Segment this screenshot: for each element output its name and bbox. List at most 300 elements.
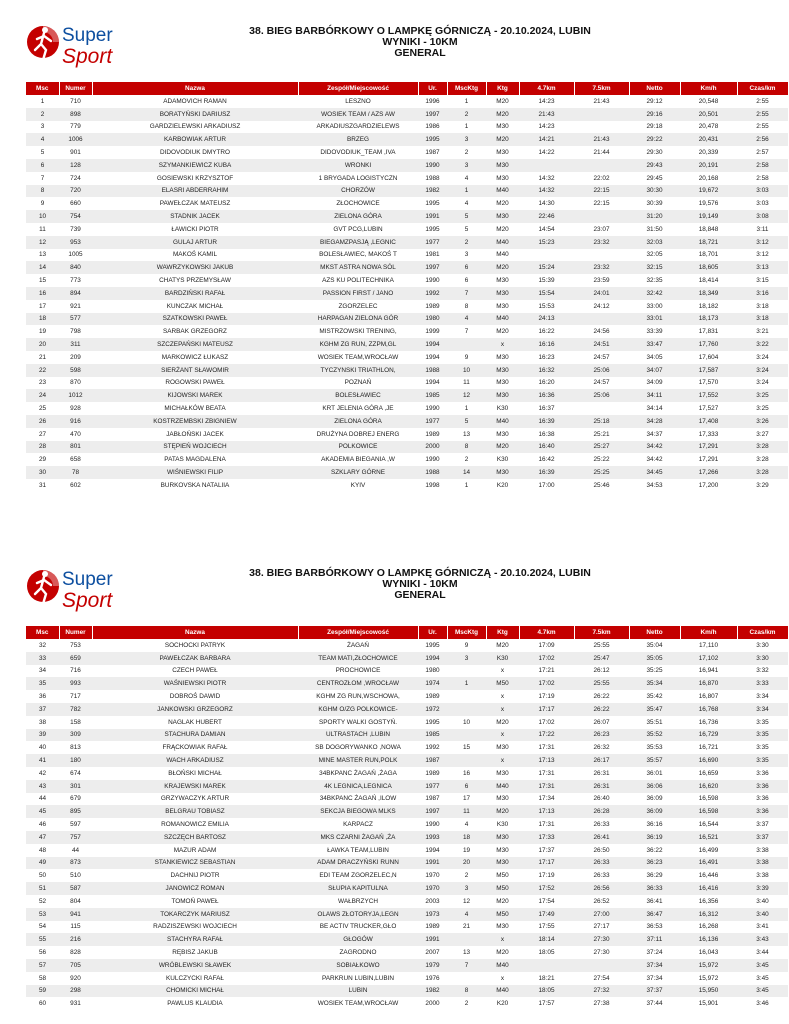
cell-net-time: 32:42: [629, 287, 680, 300]
cell-birth-year: 1970: [418, 882, 447, 895]
cell-net-time: 29:30: [646, 149, 663, 157]
cell-place: 35: [26, 677, 59, 690]
cell-category: x: [486, 338, 519, 351]
table-row: [26, 767, 788, 780]
cell-net-time: 36:47: [629, 908, 680, 921]
cell-split-4-7km: 18:05: [519, 985, 574, 998]
table-row: [26, 313, 788, 326]
cell-split-4-7km: 17:19: [538, 693, 555, 701]
cell-birth-year: 1995: [425, 718, 440, 726]
cell-net-time: 36:06: [629, 780, 680, 793]
cell-pace: 3:35: [737, 754, 788, 767]
table-row: [26, 428, 788, 441]
cell-bib: 587: [59, 882, 92, 895]
cell-bib: 128: [59, 159, 92, 172]
cell-team: BE ACTIV TRUCKER,GŁO: [319, 923, 397, 931]
cell-split-7-5km: 25:47: [574, 652, 629, 665]
cell-bib: 470: [70, 430, 81, 438]
cell-split-7-5km: 27:00: [574, 908, 629, 921]
cell-category: M30: [486, 364, 519, 377]
cell-place: 45: [26, 805, 59, 818]
cell-split-4-7km: 16:40: [519, 441, 574, 454]
cell-team: LESZNO: [345, 97, 371, 105]
cell-split-7-5km: 24:01: [574, 287, 629, 300]
table-row: [26, 805, 788, 818]
cell-pace: 3:25: [756, 405, 769, 413]
cell-place: 40: [38, 744, 47, 752]
cell-category: M30: [486, 831, 519, 844]
cell-name: TOKARCZYK MARIUSZ: [92, 908, 298, 921]
cell-bib: 158: [70, 718, 81, 726]
cell-speed: 18,182: [698, 302, 719, 310]
cell-name: BŁOŃSKI MICHAŁ: [168, 769, 222, 777]
cell-category-place: 2: [464, 872, 469, 880]
cell-category: M20: [486, 261, 519, 274]
cell-bib: 115: [70, 923, 81, 931]
cell-category: M40: [486, 959, 519, 972]
cell-category: M40: [486, 985, 519, 998]
cell-birth-year: 1995: [425, 200, 440, 208]
column-header-split-4-7km: 4.7km: [519, 626, 574, 639]
cell-split-4-7km: 15:39: [538, 277, 555, 285]
cell-bib: 895: [59, 805, 92, 818]
cell-split-4-7km: 14:54: [538, 225, 555, 233]
cell-place: 25: [38, 405, 47, 413]
cell-place: 34: [38, 667, 47, 675]
cell-name: SIERŻANT SŁAWOMIR: [92, 364, 298, 377]
cell-name: MARKOWICZ ŁUKASZ: [161, 353, 229, 361]
supersport-logo: [26, 14, 136, 72]
cell-place: 57: [26, 959, 59, 972]
cell-birth-year: 1986: [425, 123, 440, 131]
cell-bib: 921: [70, 302, 81, 310]
cell-split-4-7km: 16:38: [538, 430, 555, 438]
cell-category-place: 1: [464, 405, 469, 413]
cell-team: MKS CZARNI ŻAGAŃ ,ŻA: [298, 831, 418, 844]
cell-category: M30: [486, 389, 519, 402]
cell-category-place: [447, 703, 486, 716]
cell-category: M20: [496, 328, 509, 336]
cell-bib: 301: [59, 780, 92, 793]
cell-team: WOSIEK TEAM,WROCŁAW: [317, 1000, 399, 1008]
table-row: [26, 287, 788, 300]
cell-net-time: 36:41: [646, 897, 663, 905]
cell-speed: 16,768: [680, 703, 737, 716]
cell-split-4-7km: 17:31: [538, 821, 555, 829]
cell-split-4-7km: 14:23: [538, 97, 555, 105]
cell-pace: 2:55: [756, 123, 769, 131]
cell-birth-year: 1991: [418, 210, 447, 223]
cell-category: M50: [486, 882, 519, 895]
cell-net-time: 29:18: [646, 123, 663, 131]
cell-place: 19: [38, 328, 47, 336]
cell-speed: 15,972: [680, 959, 737, 972]
table-row: [26, 325, 788, 338]
cell-split-7-5km: [574, 402, 629, 415]
cell-split-7-5km: 25:46: [593, 481, 610, 489]
cell-pace: 3:25: [737, 389, 788, 402]
cell-birth-year: 1980: [418, 313, 447, 326]
cell-net-time: 34:53: [646, 481, 663, 489]
cell-split-4-7km: 15:53: [538, 302, 555, 310]
cell-speed: 16,941: [698, 667, 719, 675]
cell-team: SB DOGORYWANKO ,NOWA: [315, 744, 401, 752]
cell-birth-year: 1982: [418, 185, 447, 198]
cell-bib: 597: [70, 821, 81, 829]
cell-split-7-5km: [574, 313, 629, 326]
cell-split-7-5km: 22:02: [593, 174, 610, 182]
cell-speed: 19,672: [680, 185, 737, 198]
cell-team: CHORZÓW: [298, 185, 418, 198]
cell-pace: 3:46: [756, 1000, 769, 1008]
table-row: [26, 754, 788, 767]
cell-split-7-5km: 22:15: [593, 200, 610, 208]
cell-bib: 1005: [68, 251, 83, 259]
cell-bib: 660: [70, 200, 81, 208]
cell-category: x: [500, 974, 505, 982]
cell-category: M20: [496, 97, 509, 105]
cell-birth-year: 1982: [418, 985, 447, 998]
title-line-2: WYNIKI - 10KM: [382, 578, 458, 590]
cell-place: 7: [40, 174, 45, 182]
cell-birth-year: 1995: [425, 225, 440, 233]
cell-split-4-7km: 18:14: [519, 933, 574, 946]
cell-category-place: 3: [447, 652, 486, 665]
cell-split-4-7km: 17:13: [519, 805, 574, 818]
cell-place: 33: [26, 652, 59, 665]
table-row: [26, 453, 788, 466]
cell-category: M30: [496, 353, 509, 361]
cell-bib: 717: [70, 693, 81, 701]
cell-birth-year: 1973: [418, 908, 447, 921]
cell-category-place: 2: [464, 456, 469, 464]
cell-split-4-7km: 21:43: [519, 108, 574, 121]
cell-birth-year: 1997: [418, 108, 447, 121]
cell-net-time: 34:09: [646, 379, 663, 387]
cell-team: BRZEG: [298, 133, 418, 146]
cell-birth-year: 1985: [418, 389, 447, 402]
cell-split-4-7km: 17:37: [538, 846, 555, 854]
cell-category: M20: [496, 897, 509, 905]
cell-category: M30: [496, 744, 509, 752]
cell-split-7-5km: [574, 108, 629, 121]
cell-name: WRÓBLEWSKI SŁAWEK: [92, 959, 298, 972]
cell-net-time: 34:05: [646, 353, 663, 361]
cell-category: M20: [486, 805, 519, 818]
cell-name: WIŚNIEWSKI FILIP: [92, 466, 298, 479]
cell-team: AZS KU POLITECHNIKA: [322, 277, 394, 285]
table-row: [26, 793, 788, 806]
cell-split-7-5km: 25:55: [593, 641, 610, 649]
cell-name: GRZYWACZYK ARTUR: [160, 795, 230, 803]
cell-team: ULTRASTACH ,LUBIN: [298, 729, 418, 742]
cell-team: GŁOGÓW: [298, 933, 418, 946]
cell-category-place: 18: [447, 831, 486, 844]
cell-category-place: 2: [447, 236, 486, 249]
cell-place: 30: [26, 466, 59, 479]
cell-net-time: 35:25: [646, 667, 663, 675]
cell-birth-year: 1990: [425, 405, 440, 413]
cell-pace: 3:12: [737, 236, 788, 249]
cell-category: M30: [496, 174, 509, 182]
cell-team: ARKADIUSZGARDZIELEWS: [316, 123, 400, 131]
logo-text-super: Super: [62, 25, 113, 46]
cell-split-7-5km: 26:07: [593, 718, 610, 726]
cell-split-4-7km: 17:49: [519, 908, 574, 921]
cell-speed: 20,431: [680, 133, 737, 146]
cell-speed: 16,491: [680, 857, 737, 870]
cell-split-7-5km: 27:30: [593, 949, 610, 957]
cell-split-7-5km: 26:31: [574, 780, 629, 793]
cell-split-4-7km: 16:32: [519, 364, 574, 377]
cell-birth-year: 1990: [425, 456, 440, 464]
table-row: [26, 236, 788, 249]
cell-name: SZCZEPAŃSKI MATEUSZ: [92, 338, 298, 351]
cell-team: 4K LEGNICA,LEGNICA: [298, 780, 418, 793]
cell-split-4-7km: 17:17: [519, 857, 574, 870]
cell-place: 18: [26, 313, 59, 326]
cell-pace: 3:45: [756, 974, 769, 982]
cell-category-place: 17: [462, 795, 471, 803]
cell-net-time: 37:34: [646, 974, 663, 982]
cell-split-4-7km: 16:39: [519, 466, 574, 479]
table-row: [26, 690, 788, 703]
cell-team: SPORTY WALKI GOSTYŃ.: [318, 718, 397, 726]
cell-split-7-5km: 25:22: [593, 456, 610, 464]
cell-split-4-7km: 16:22: [538, 328, 555, 336]
cell-birth-year: 1990: [418, 159, 447, 172]
cell-place: 54: [38, 923, 47, 931]
cell-split-7-5km: 22:15: [574, 185, 629, 198]
cell-speed: 16,807: [698, 693, 719, 701]
cell-team: ŻAGAŃ: [346, 641, 369, 649]
cell-category: M40: [496, 251, 509, 259]
cell-birth-year: 1992: [425, 744, 440, 752]
cell-split-7-5km: 24:57: [593, 379, 610, 387]
logo-text-super: Super: [62, 569, 113, 590]
cell-birth-year: 2007: [425, 949, 440, 957]
cell-name: BURKOVSKA NATALIIA: [160, 481, 230, 489]
title-line-2: WYNIKI - 10KM: [382, 36, 458, 48]
cell-net-time: 35:05: [629, 652, 680, 665]
cell-speed: 18,605: [680, 261, 737, 274]
cell-category-place: [447, 754, 486, 767]
cell-category-place: 15: [462, 744, 471, 752]
table-row: [26, 959, 788, 972]
cell-place: 4: [26, 133, 59, 146]
cell-split-4-7km: 16:36: [519, 389, 574, 402]
cell-bib: 602: [70, 481, 81, 489]
cell-category-place: [447, 338, 486, 351]
cell-birth-year: 1992: [418, 287, 447, 300]
cell-net-time: 35:53: [646, 744, 663, 752]
cell-bib: 873: [59, 857, 92, 870]
cell-split-4-7km: 16:39: [519, 415, 574, 428]
cell-name: GULAJ ARTUR: [92, 236, 298, 249]
cell-pace: 3:28: [737, 441, 788, 454]
cell-net-time: 34:28: [629, 415, 680, 428]
cell-speed: 18,173: [680, 313, 737, 326]
cell-split-7-5km: [574, 210, 629, 223]
table-row: [26, 159, 788, 172]
cell-name: MICHAŁKÓW BEATA: [164, 405, 226, 413]
table-row: [26, 895, 788, 908]
cell-category-place: 1: [447, 677, 486, 690]
cell-split-4-7km: 17:31: [538, 769, 555, 777]
cell-split-7-5km: 26:31: [593, 769, 610, 777]
cell-category: x: [486, 933, 519, 946]
cell-birth-year: 1988: [418, 466, 447, 479]
cell-split-7-5km: 26:33: [593, 872, 610, 880]
cell-split-4-7km: [519, 159, 574, 172]
cell-team: KYIV: [350, 481, 366, 489]
cell-bib: 1006: [59, 133, 92, 146]
cell-speed: 16,136: [680, 933, 737, 946]
cell-name: PAWLUS KLAUDIA: [167, 1000, 223, 1008]
cell-split-4-7km: 14:21: [519, 133, 574, 146]
cell-category: K30: [496, 456, 509, 464]
cell-name: GOSIEWSKI KRZYSZTOF: [156, 174, 234, 182]
cell-bib: 510: [70, 872, 81, 880]
cell-split-4-7km: 16:42: [538, 456, 555, 464]
cell-name: JABŁOŃSKI JACEK: [166, 430, 224, 438]
cell-place: 51: [26, 882, 59, 895]
cell-split-7-5km: 25:18: [574, 415, 629, 428]
cell-team: ZŁOCHOWICE: [336, 200, 380, 208]
cell-net-time: 29:22: [629, 133, 680, 146]
table-row: [26, 831, 788, 844]
cell-pace: 3:38: [756, 872, 769, 880]
cell-name: ELASRI ABDERRAHIM: [92, 185, 298, 198]
cell-pace: 3:36: [737, 805, 788, 818]
cell-place: 43: [26, 780, 59, 793]
cell-speed: 18,349: [680, 287, 737, 300]
cell-split-7-5km: 26:32: [593, 744, 610, 752]
cell-pace: 2:57: [756, 149, 769, 157]
cell-category-place: 10: [462, 718, 471, 726]
cell-pace: 3:18: [756, 302, 769, 310]
cell-bib: 898: [59, 108, 92, 121]
cell-speed: 16,446: [698, 872, 719, 880]
cell-team: TEAM MATI,ZŁOCHOWICE: [298, 652, 418, 665]
cell-category-place: 11: [463, 379, 470, 387]
cell-place: 55: [26, 933, 59, 946]
cell-category: M30: [496, 379, 509, 387]
cell-net-time: 36:01: [646, 769, 663, 777]
cell-split-7-5km: 24:12: [593, 302, 610, 310]
cell-birth-year: 1985: [418, 729, 447, 742]
cell-speed: 17,333: [698, 430, 719, 438]
cell-speed: 20,501: [680, 108, 737, 121]
cell-net-time: 36:23: [629, 857, 680, 870]
cell-speed: 15,972: [698, 974, 719, 982]
cell-bib: 894: [59, 287, 92, 300]
cell-pace: 3:45: [737, 959, 788, 972]
cell-net-time: 36:09: [629, 805, 680, 818]
cell-name: KARBOWIAK ARTUR: [92, 133, 298, 146]
cell-split-7-5km: 25:27: [574, 441, 629, 454]
cell-pace: 2:58: [737, 159, 788, 172]
cell-bib: 309: [59, 729, 92, 742]
cell-split-7-5km: 21:43: [593, 97, 610, 105]
cell-name: BORATYŃSKI DARIUSZ: [92, 108, 298, 121]
cell-bib: 928: [70, 405, 81, 413]
cell-speed: 16,268: [698, 923, 719, 931]
cell-split-7-5km: [574, 159, 629, 172]
cell-split-7-5km: 24:56: [593, 328, 610, 336]
cell-net-time: 37:34: [629, 959, 680, 972]
cell-net-time: 31:50: [646, 225, 663, 233]
cell-net-time: 30:30: [629, 185, 680, 198]
cell-speed: 16,736: [698, 718, 719, 726]
cell-pace: 3:35: [737, 729, 788, 742]
column-header-name: Nazwa: [92, 82, 298, 95]
column-header-speed: Km/h: [680, 82, 737, 95]
cell-speed: 16,521: [680, 831, 737, 844]
cell-pace: 3:15: [756, 277, 769, 285]
cell-net-time: 29:16: [629, 108, 680, 121]
cell-place: 15: [38, 277, 47, 285]
cell-place: 27: [38, 430, 47, 438]
cell-bib: 931: [70, 1000, 81, 1008]
cell-split-7-5km: 23:07: [593, 225, 610, 233]
cell-name: DOBROŚ DAWID: [169, 693, 221, 701]
cell-split-7-5km: 26:22: [574, 703, 629, 716]
cell-split-4-7km: 14:32: [519, 185, 574, 198]
cell-pace: 3:03: [756, 200, 769, 208]
cell-birth-year: 1989: [425, 923, 440, 931]
column-header-name: Nazwa: [92, 626, 298, 639]
cell-category-place: 16: [462, 769, 471, 777]
cell-team: 34BKPANC ŻAGAŃ ,ŻAGA: [319, 769, 397, 777]
cell-category-place: 19: [462, 846, 471, 854]
cell-team: MINE MASTER RUN,POLK: [298, 754, 418, 767]
cell-speed: 15,901: [698, 1000, 719, 1008]
cell-name: DIDOVODIUK DMYTRO: [160, 149, 230, 157]
cell-speed: 17,266: [680, 466, 737, 479]
cell-speed: 18,701: [698, 251, 719, 259]
table-row: [26, 223, 788, 236]
cell-bib: 798: [70, 328, 81, 336]
table-row: [26, 261, 788, 274]
cell-place: 20: [26, 338, 59, 351]
cell-name: WACH ARKADIUSZ: [92, 754, 298, 767]
cell-split-7-5km: 26:33: [574, 857, 629, 870]
cell-name: SZCZĘCH BARTOSZ: [92, 831, 298, 844]
cell-net-time: 32:03: [629, 236, 680, 249]
cell-speed: 17,604: [698, 353, 719, 361]
cell-speed: 20,548: [698, 97, 719, 105]
cell-split-4-7km: 17:52: [519, 882, 574, 895]
cell-category: K30: [486, 652, 519, 665]
cell-bib: 779: [70, 123, 81, 131]
column-header-category-place: MscKtg: [447, 626, 486, 639]
cell-birth-year: 1991: [418, 857, 447, 870]
cell-place: 41: [26, 754, 59, 767]
cell-category: M50: [486, 908, 519, 921]
table-row: [26, 197, 788, 210]
cell-place: 28: [26, 441, 59, 454]
cell-pace: 3:34: [756, 693, 769, 701]
cell-net-time: 37:11: [629, 933, 680, 946]
cell-category: M20: [486, 441, 519, 454]
cell-category-place: 8: [464, 302, 469, 310]
cell-birth-year: 1999: [425, 328, 440, 336]
cell-category-place: 4: [464, 174, 469, 182]
cell-category: M20: [496, 718, 509, 726]
table-row: [26, 933, 788, 946]
cell-pace: 3:40: [756, 897, 769, 905]
